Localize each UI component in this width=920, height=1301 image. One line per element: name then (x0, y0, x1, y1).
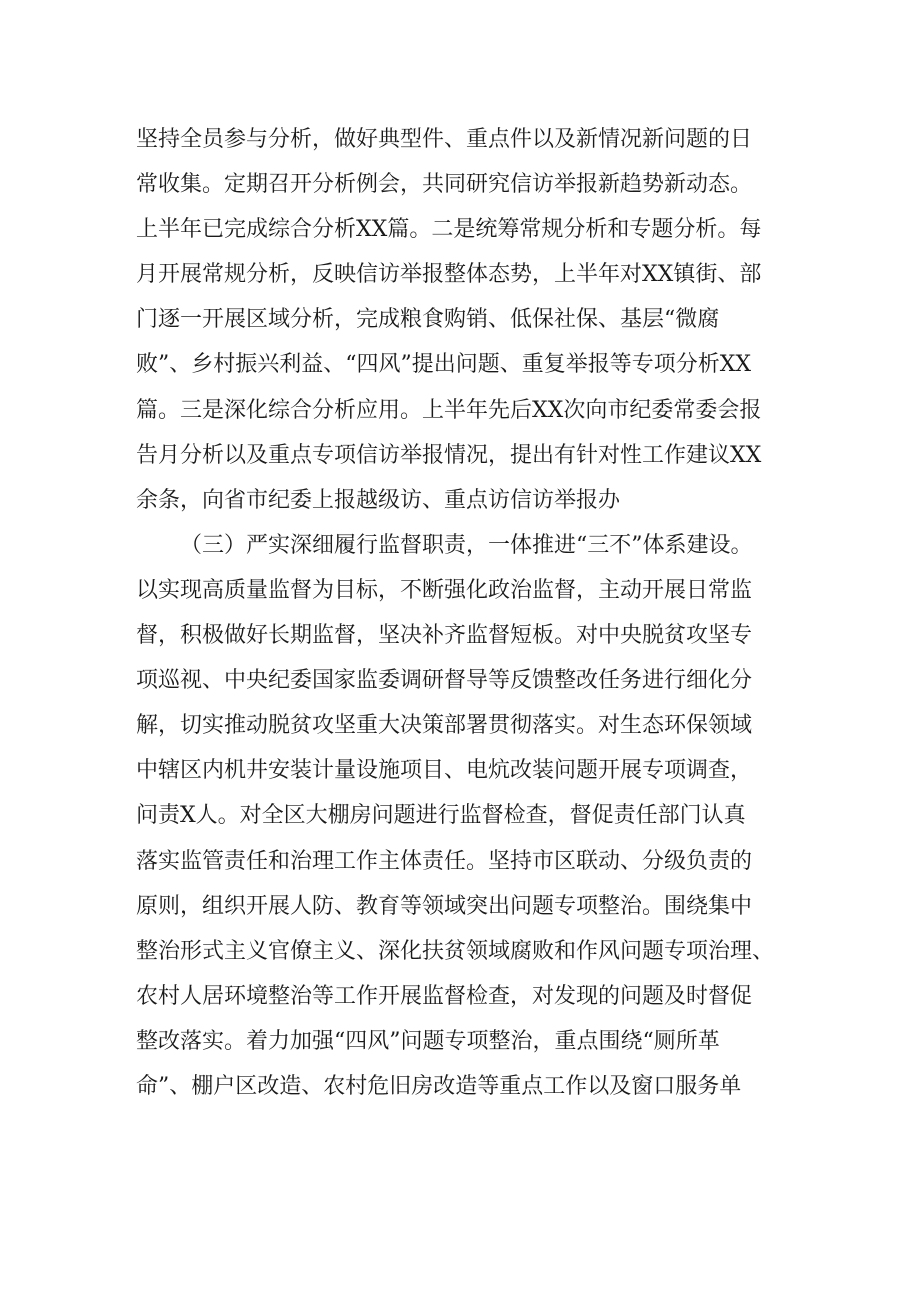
text-line: 败”、乡村振兴利益、“四风”提出问题、重复举报等专项分析XX (136, 352, 752, 378)
text-line: 以实现高质量监督为目标，不断强化政治监督，主动开展日常监 (136, 577, 753, 603)
text-line: 门逐一开展区域分析，完成粮食购销、低保社保、基层“微腐 (136, 307, 720, 333)
text-line: 问责X人。对全区大棚房问题进行监督检查，督促责任部门认真 (136, 803, 746, 829)
text-line: 中辖区内机井安装计量设施项目、电炕改装问题开展专项调查， (136, 758, 753, 784)
text-line: 余条，向省市纪委上报越级访、重点访信访举报办 (136, 487, 621, 513)
text-line: 篇。三是深化综合分析应用。上半年先后XX次向市纪委常委会报 (136, 397, 762, 423)
text-line: 上半年已完成综合分析XX篇。二是统筹常规分析和专题分析。每 (136, 217, 762, 243)
text-line: 项巡视、中央纪委国家监委调研督导等反馈整改任务进行细化分 (136, 668, 753, 694)
section-heading-line: （三）严实深细履行监督职责，一体推进“三不”体系建设。 (180, 532, 753, 558)
text-line: 告月分析以及重点专项信访举报情况，提出有针对性工作建议XX (136, 442, 762, 468)
text-line: 解，切实推动脱贫攻坚重大决策部署贯彻落实。对生态环保领域 (136, 713, 753, 739)
text-line: 整治形式主义官僚主义、深化扶贫领域腐败和作风问题专项治理、 (136, 938, 775, 964)
text-line: 督，积极做好长期监督，坚决补齐监督短板。对中央脱贫攻坚专 (136, 623, 753, 649)
text-line: 原则，组织开展人防、教育等领域突出问题专项整治。围绕集中 (136, 893, 753, 919)
text-line: 常收集。定期召开分析例会，共同研究信访举报新趋势新动态。 (136, 172, 753, 198)
text-line: 农村人居环境整治等工作开展监督检查，对发现的问题及时督促 (136, 983, 753, 1009)
text-line: 落实监管责任和治理工作主体责任。坚持市区联动、分级负责的 (136, 848, 753, 874)
text-line: 整改落实。着力加强“四风”问题专项整治，重点围绕“厕所革 (136, 1028, 720, 1054)
body-text (136, 117, 816, 1109)
text-line: 命”、棚户区改造、农村危旧房改造等重点工作以及窗口服务单 (136, 1073, 742, 1099)
text-line: 月开展常规分析，反映信访举报整体态势，上半年对XX镇街、部 (136, 262, 762, 288)
text-line: 坚持全员参与分析，做好典型件、重点件以及新情况新问题的日 (136, 127, 753, 152)
